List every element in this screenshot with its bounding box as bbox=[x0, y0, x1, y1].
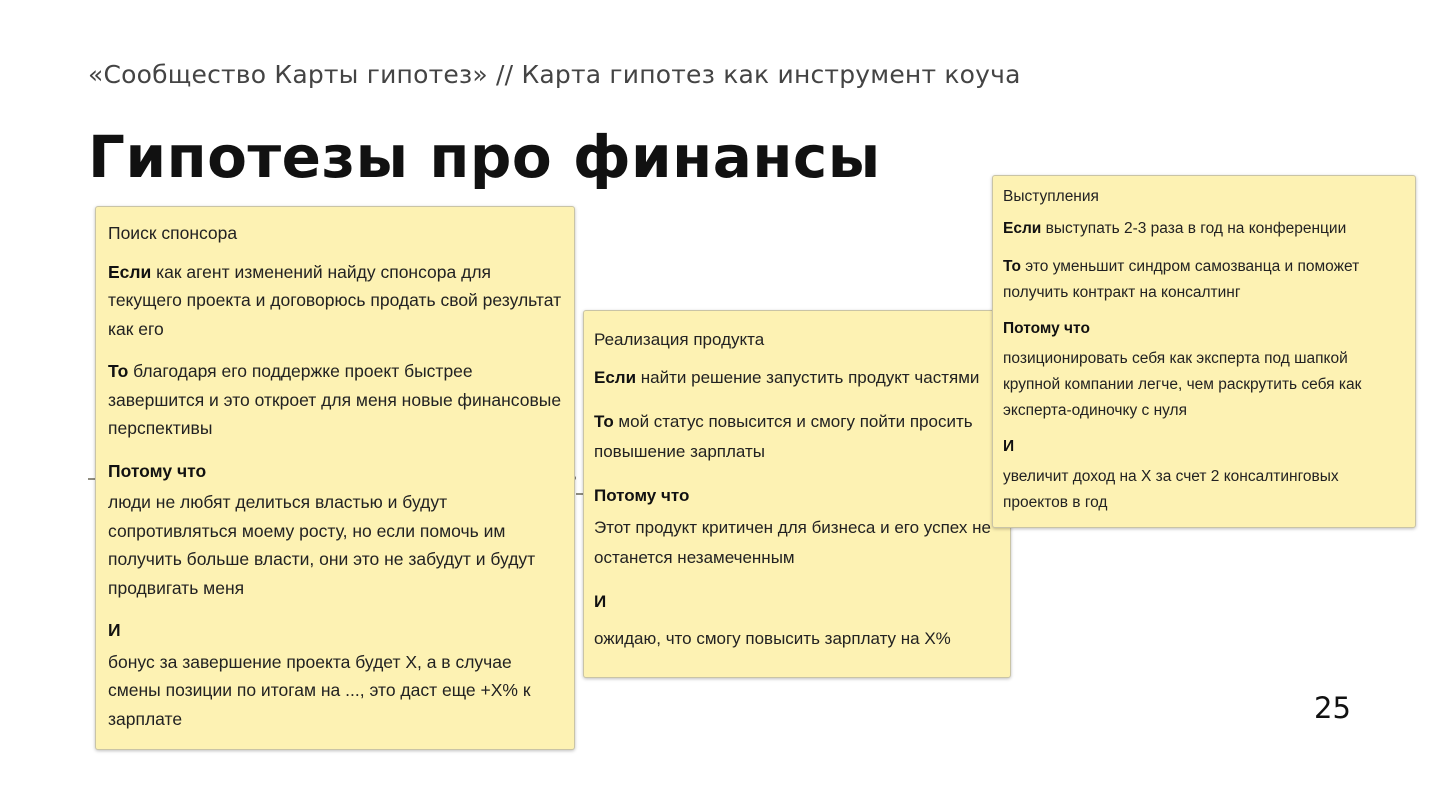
because-label: Потому что bbox=[594, 486, 690, 505]
card-if-statement bbox=[594, 363, 1000, 393]
because-label: Потому что bbox=[1003, 320, 1090, 337]
card-title: Выступления bbox=[1003, 188, 1099, 205]
then-text: это уменьшит синдром самозванца и поможет получить контракт на консалтинг bbox=[1003, 258, 1360, 301]
hypothesis-card-speaking[interactable] bbox=[992, 175, 1416, 528]
and-text: увеличит доход на X за счет 2 консалтинговых проектов в год bbox=[1003, 468, 1339, 511]
and-text: бонус за завершение проекта будет X, а в случае смены позиции по итогам на ..., это даст еще +X% к зарплате bbox=[108, 651, 531, 729]
page-number: 25 bbox=[1314, 691, 1351, 725]
card-title: Поиск спонсора bbox=[108, 223, 238, 243]
card-title: Реализация продукта bbox=[594, 330, 765, 349]
presentation-subtitle: «Сообщество Карты гипотез» // Карта гипотез как инструмент коуча bbox=[88, 60, 1021, 89]
if-label: Если bbox=[594, 368, 637, 387]
then-text: благодаря его поддержке проект быстрее завершится и это откроет для меня новые финансовые перспективы bbox=[108, 361, 562, 438]
because-text: Этот продукт критичен для бизнеса и его успех не останется незамеченным bbox=[594, 518, 991, 567]
card-if-statement bbox=[1003, 216, 1405, 242]
because-text: люди не любят делиться властью и будут сопротивляться моему росту, но если помочь им получить больше власти, они это не забудут и будут продвигать меня bbox=[108, 492, 536, 598]
and-label: И bbox=[108, 620, 121, 640]
if-text: выступать 2-3 раза в год на конференции bbox=[1041, 220, 1347, 237]
because-text: позиционировать себя как эксперта под шапкой крупной компании легче, чем раскрутить себя как эксперта-одиночку с нуля bbox=[1003, 350, 1362, 419]
if-label: Если bbox=[108, 261, 152, 282]
hypothesis-card-product[interactable] bbox=[583, 310, 1011, 678]
card-then-statement bbox=[1003, 254, 1405, 306]
then-label: То bbox=[1003, 258, 1021, 275]
then-label: То bbox=[108, 361, 129, 381]
then-label: То bbox=[594, 412, 614, 431]
if-text: как агент изменений найду спонсора для текущего проекта и договорюсь продать свой результат как его bbox=[108, 261, 562, 339]
if-label: Если bbox=[1003, 220, 1042, 237]
because-label: Потому что bbox=[108, 460, 207, 481]
card-then-statement bbox=[594, 407, 1000, 467]
and-label: И bbox=[1003, 438, 1015, 455]
and-label: И bbox=[594, 592, 607, 611]
and-text: ожидаю, что смогу повысить зарплату на X% bbox=[594, 629, 951, 648]
card-if-statement bbox=[108, 258, 562, 344]
card-then-statement bbox=[108, 357, 562, 443]
hypothesis-card-sponsor[interactable] bbox=[95, 206, 575, 750]
slide-title: Гипотезы про финансы bbox=[88, 123, 881, 191]
then-text: мой статус повысится и смогу пойти просить повышение зарплаты bbox=[594, 412, 973, 461]
if-text: найти решение запустить продукт частями bbox=[636, 368, 980, 387]
